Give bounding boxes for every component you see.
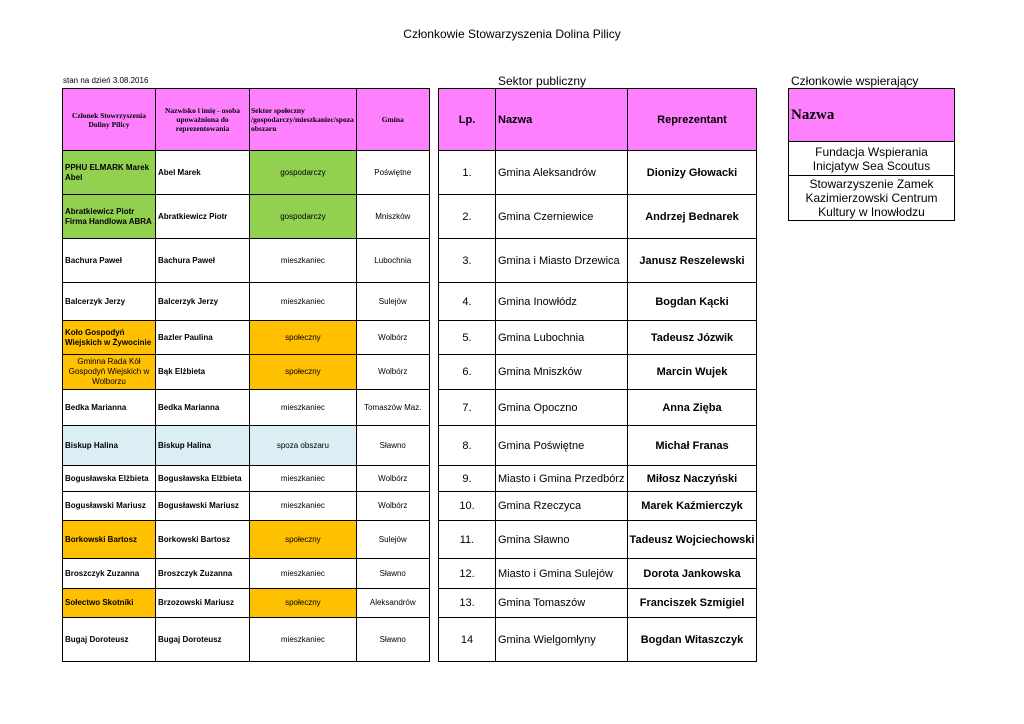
municipality-name-cell: Gmina Poświętne	[496, 426, 628, 466]
representative-cell: Bąk Elżbieta	[156, 355, 250, 390]
row-number-cell: 13.	[439, 589, 496, 618]
row-number-cell: 14	[439, 618, 496, 662]
member-name-cell: Abratkiewicz Piotr Firma Handlowa ABRA	[63, 195, 156, 239]
row-number-cell: 6.	[439, 355, 496, 390]
representative-cell: Bogdan Kącki	[627, 283, 757, 321]
members-column-header: Sektor społeczny /gospodarczy/mieszkaniec/spoza obszaru	[250, 89, 357, 151]
row-number-cell: 8.	[439, 426, 496, 466]
public-column-header: Nazwa	[496, 89, 628, 151]
member-name-cell: Sołectwo Skotniki	[63, 589, 156, 618]
row-number-cell: 3.	[439, 239, 496, 283]
supporting-members-table	[788, 88, 955, 221]
gmina-cell: Sławno	[356, 559, 429, 589]
gmina-cell: Wolbórz	[356, 466, 429, 492]
gmina-cell: Sławno	[356, 618, 429, 662]
sector-cell: mieszkaniec	[250, 492, 357, 521]
supporters-column-header: Nazwa	[789, 89, 955, 142]
representative-cell: Abratkiewicz Piotr	[156, 195, 250, 239]
row-number-cell: 12.	[439, 559, 496, 589]
sector-cell: mieszkaniec	[250, 283, 357, 321]
sector-cell: gospodarczy	[250, 151, 357, 195]
table-row	[439, 521, 757, 559]
row-number-cell: 7.	[439, 390, 496, 426]
supporter-name-cell: Fundacja Wspierania Inicjatyw Sea Scoutus	[789, 142, 955, 176]
table-row	[63, 559, 430, 589]
table-row	[439, 589, 757, 618]
sector-cell: gospodarczy	[250, 195, 357, 239]
table-row	[439, 390, 757, 426]
representative-cell: Marcin Wujek	[627, 355, 757, 390]
representative-cell: Biskup Halina	[156, 426, 250, 466]
member-name-cell: Bedka Marianna	[63, 390, 156, 426]
list-item	[789, 176, 955, 221]
table-row	[439, 559, 757, 589]
sector-cell: mieszkaniec	[250, 466, 357, 492]
member-name-cell: Borkowski Bartosz	[63, 521, 156, 559]
representative-cell: Andrzej Bednarek	[627, 195, 757, 239]
gmina-cell: Sulejów	[356, 283, 429, 321]
representative-cell: Dionizy Głowacki	[627, 151, 757, 195]
member-name-cell: Balcerzyk Jerzy	[63, 283, 156, 321]
gmina-cell: Wolbórz	[356, 492, 429, 521]
list-item	[789, 142, 955, 176]
table-row	[439, 321, 757, 355]
table-row	[439, 355, 757, 390]
sector-cell: spoza obszaru	[250, 426, 357, 466]
table-row	[63, 321, 430, 355]
gmina-cell: Sulejów	[356, 521, 429, 559]
member-name-cell: Koło Gospodyń Wiejskich w Żywocinie	[63, 321, 156, 355]
table-row	[63, 466, 430, 492]
municipality-name-cell: Gmina Tomaszów	[496, 589, 628, 618]
representative-cell: Bachura Paweł	[156, 239, 250, 283]
municipality-name-cell: Gmina Wielgomłyny	[496, 618, 628, 662]
table-row	[63, 283, 430, 321]
representative-cell: Tadeusz Józwik	[627, 321, 757, 355]
municipality-name-cell: Gmina Aleksandrów	[496, 151, 628, 195]
table-row	[63, 589, 430, 618]
representative-cell: Franciszek Szmigiel	[627, 589, 757, 618]
gmina-cell: Wolbórz	[356, 321, 429, 355]
public-column-header: Lp.	[439, 89, 496, 151]
representative-cell: Dorota Jankowska	[627, 559, 757, 589]
members-column-header: Gmina	[356, 89, 429, 151]
table-row	[439, 466, 757, 492]
representative-cell: Bogusławska Elżbieta	[156, 466, 250, 492]
member-name-cell: PPHU ELMARK Marek Abel	[63, 151, 156, 195]
table-row	[63, 426, 430, 466]
sector-cell: mieszkaniec	[250, 390, 357, 426]
municipality-name-cell: Gmina Czerniewice	[496, 195, 628, 239]
gmina-cell: Lubochnia	[356, 239, 429, 283]
sector-cell: mieszkaniec	[250, 559, 357, 589]
gmina-cell: Poświętne	[356, 151, 429, 195]
supporters-header-row	[789, 89, 955, 142]
row-number-cell: 1.	[439, 151, 496, 195]
municipality-name-cell: Gmina Mniszków	[496, 355, 628, 390]
supporting-members-heading: Członkowie wspierający	[791, 74, 919, 88]
municipality-name-cell: Gmina Rzeczyca	[496, 492, 628, 521]
representative-cell: Marek Kaźmierczyk	[627, 492, 757, 521]
public-sector-heading: Sektor publiczny	[498, 74, 587, 88]
row-number-cell: 9.	[439, 466, 496, 492]
table-row	[439, 492, 757, 521]
table-row	[63, 492, 430, 521]
gmina-cell: Aleksandrów	[356, 589, 429, 618]
sector-cell: mieszkaniec	[250, 618, 357, 662]
sector-cell: społeczny	[250, 321, 357, 355]
representative-cell: Bogusławski Mariusz	[156, 492, 250, 521]
table-row	[439, 151, 757, 195]
representative-cell: Brzozowski Mariusz	[156, 589, 250, 618]
representative-cell: Bogdan Witaszczyk	[627, 618, 757, 662]
table-row	[63, 195, 430, 239]
gmina-cell: Sławno	[356, 426, 429, 466]
member-name-cell: Bogusławski Mariusz	[63, 492, 156, 521]
representative-cell: Broszczyk Zuzanna	[156, 559, 250, 589]
members-table	[62, 88, 430, 662]
representative-cell: Janusz Reszelewski	[627, 239, 757, 283]
table-row	[63, 151, 430, 195]
member-name-cell: Bachura Paweł	[63, 239, 156, 283]
table-row	[439, 618, 757, 662]
member-name-cell: Biskup Halina	[63, 426, 156, 466]
member-name-cell: Bugaj Doroteusz	[63, 618, 156, 662]
municipality-name-cell: Gmina i Miasto Drzewica	[496, 239, 628, 283]
table-row	[439, 283, 757, 321]
gmina-cell: Mniszków	[356, 195, 429, 239]
municipality-name-cell: Gmina Lubochnia	[496, 321, 628, 355]
status-date: stan na dzień 3.08.2016	[63, 76, 149, 85]
members-column-header: Nazwisko i imię - osoba upoważniona do reprezentowania	[156, 89, 250, 151]
table-row	[63, 618, 430, 662]
representative-cell: Tadeusz Wojciechowski	[627, 521, 757, 559]
table-row	[63, 239, 430, 283]
representative-cell: Miłosz Naczyński	[627, 466, 757, 492]
representative-cell: Anna Zięba	[627, 390, 757, 426]
member-name-cell: Bogusławska Elżbieta	[63, 466, 156, 492]
sector-cell: społeczny	[250, 521, 357, 559]
public-sector-table	[438, 88, 757, 662]
representative-cell: Bazler Paulina	[156, 321, 250, 355]
representative-cell: Bedka Marianna	[156, 390, 250, 426]
supporter-name-cell: Stowarzyszenie Zamek Kazimierzowski Centrum Kultury w Inowłodzu	[789, 176, 955, 221]
page-title: Członkowie Stowarzyszenia Dolina Pilicy	[403, 27, 621, 41]
row-number-cell: 11.	[439, 521, 496, 559]
member-name-cell: Gminna Rada Kół Gospodyń Wiejskich w Wolborzu	[63, 355, 156, 390]
table-row	[63, 355, 430, 390]
municipality-name-cell: Miasto i Gmina Przedbórz	[496, 466, 628, 492]
sector-cell: mieszkaniec	[250, 239, 357, 283]
representative-cell: Michał Franas	[627, 426, 757, 466]
members-column-header: Członek Stowrzyszenia Doliny Pilicy	[63, 89, 156, 151]
representative-cell: Balcerzyk Jerzy	[156, 283, 250, 321]
member-name-cell: Broszczyk Zuzanna	[63, 559, 156, 589]
representative-cell: Bugaj Doroteusz	[156, 618, 250, 662]
municipality-name-cell: Miasto i Gmina Sulejów	[496, 559, 628, 589]
municipality-name-cell: Gmina Sławno	[496, 521, 628, 559]
sector-cell: społeczny	[250, 589, 357, 618]
row-number-cell: 10.	[439, 492, 496, 521]
table-row	[439, 426, 757, 466]
sector-cell: społeczny	[250, 355, 357, 390]
gmina-cell: Wolbórz	[356, 355, 429, 390]
table-row	[63, 521, 430, 559]
municipality-name-cell: Gmina Opoczno	[496, 390, 628, 426]
representative-cell: Borkowski Bartosz	[156, 521, 250, 559]
row-number-cell: 5.	[439, 321, 496, 355]
public-column-header: Reprezentant	[627, 89, 757, 151]
representative-cell: Abel Marek	[156, 151, 250, 195]
row-number-cell: 4.	[439, 283, 496, 321]
row-number-cell: 2.	[439, 195, 496, 239]
public-header-row	[439, 89, 757, 151]
table-row	[439, 239, 757, 283]
gmina-cell: Tomaszów Maz.	[356, 390, 429, 426]
members-header-row	[63, 89, 430, 151]
table-row	[63, 390, 430, 426]
municipality-name-cell: Gmina Inowłódz	[496, 283, 628, 321]
table-row	[439, 195, 757, 239]
